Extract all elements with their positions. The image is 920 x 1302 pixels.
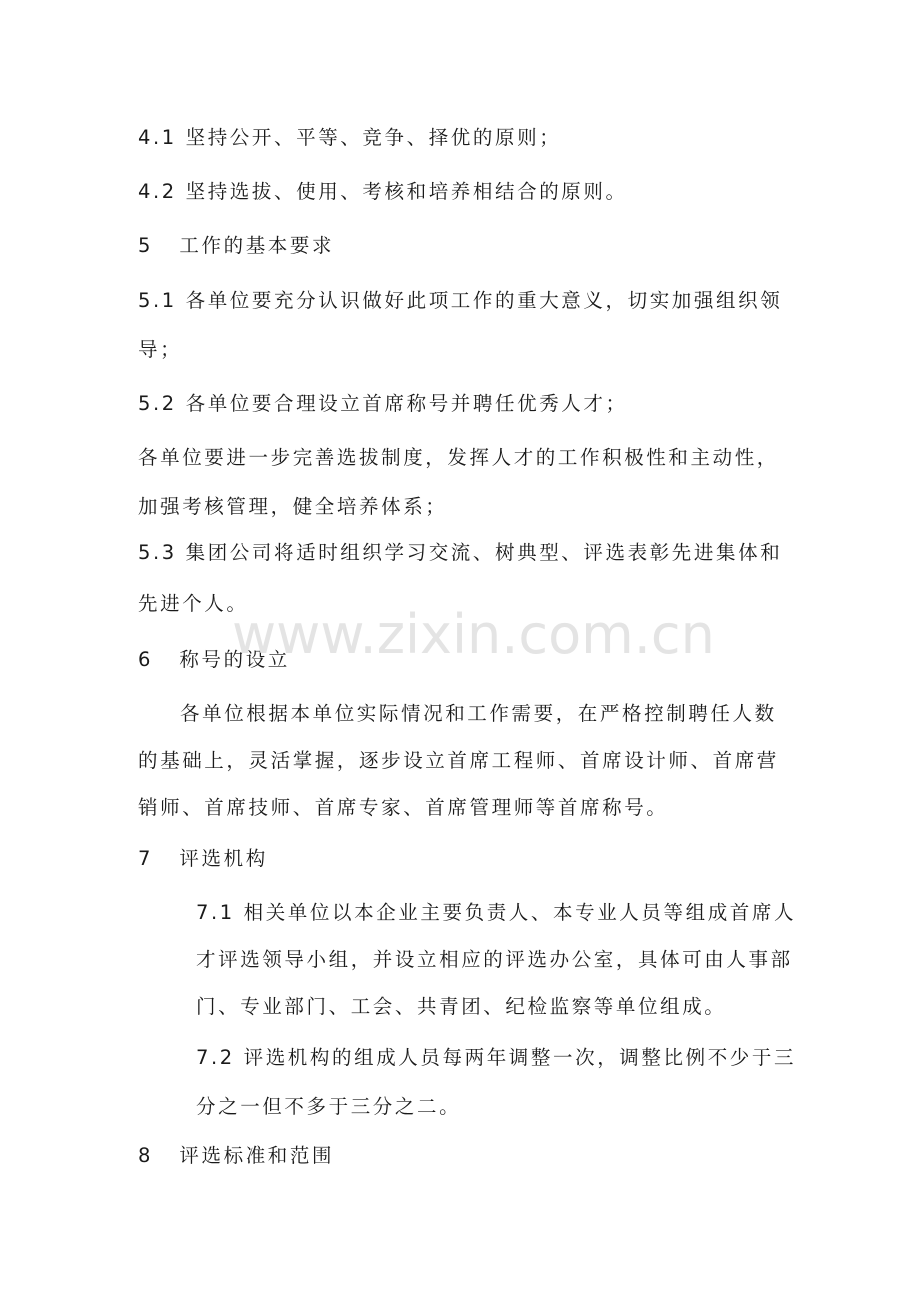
clause-7-1-line-1: 7.1 相关单位以本企业主要负责人、本专业人员等组成首席人 (196, 901, 797, 924)
clause-4-1: 4.1 坚持公开、平等、竞争、择优的原则； (138, 126, 562, 149)
clause-7-2-line-2: 分之一但不多于三分之二。 (196, 1095, 462, 1118)
clause-5-3-line-2: 先进个人。 (138, 592, 249, 615)
section-7-heading: 7 评选机构 (138, 847, 268, 870)
clause-7-1-line-3: 门、专业部门、工会、共青团、纪检监察等单位组成。 (196, 995, 727, 1018)
watermark: www.zixin.com.cn (232, 603, 715, 666)
clause-5-3-line-1: 5.3 集团公司将适时组织学习交流、树典型、评选表彰先进集体和 (138, 541, 783, 564)
section-5-heading: 5 工作的基本要求 (138, 234, 335, 257)
section-6-heading: 6 称号的设立 (138, 648, 290, 671)
paragraph-6-line-3: 销师、首席技师、首席专家、首席管理师等首席称号。 (138, 796, 669, 819)
clause-5-1-line-1: 5.1 各单位要充分认识做好此项工作的重大意义，切实加强组织领 (138, 289, 783, 312)
clause-7-2-line-1: 7.2 评选机构的组成人员每两年调整一次，调整比例不少于三 (196, 1046, 797, 1069)
paragraph-5-2-line-2: 加强考核管理，健全培养体系； (138, 495, 448, 518)
clause-5-2: 5.2 各单位要合理设立首席称号并聘任优秀人才； (138, 392, 628, 415)
paragraph-5-2-line-1: 各单位要进一步完善选拔制度，发挥人才的工作积极性和主动性， (138, 446, 779, 469)
section-8-heading: 8 评选标准和范围 (138, 1144, 335, 1167)
clause-7-1-line-2: 才评选领导小组，并设立相应的评选办公室，具体可由人事部 (196, 948, 793, 971)
paragraph-6-line-2: 的基础上，灵活掌握，逐步设立首席工程师、首席设计师、首席营 (138, 749, 779, 772)
clause-4-2: 4.2 坚持选拔、使用、考核和培养相结合的原则。 (138, 180, 628, 203)
clause-5-1-line-2: 导； (138, 338, 183, 361)
paragraph-6-line-1: 各单位根据本单位实际情况和工作需要，在严格控制聘任人数 (180, 702, 777, 725)
